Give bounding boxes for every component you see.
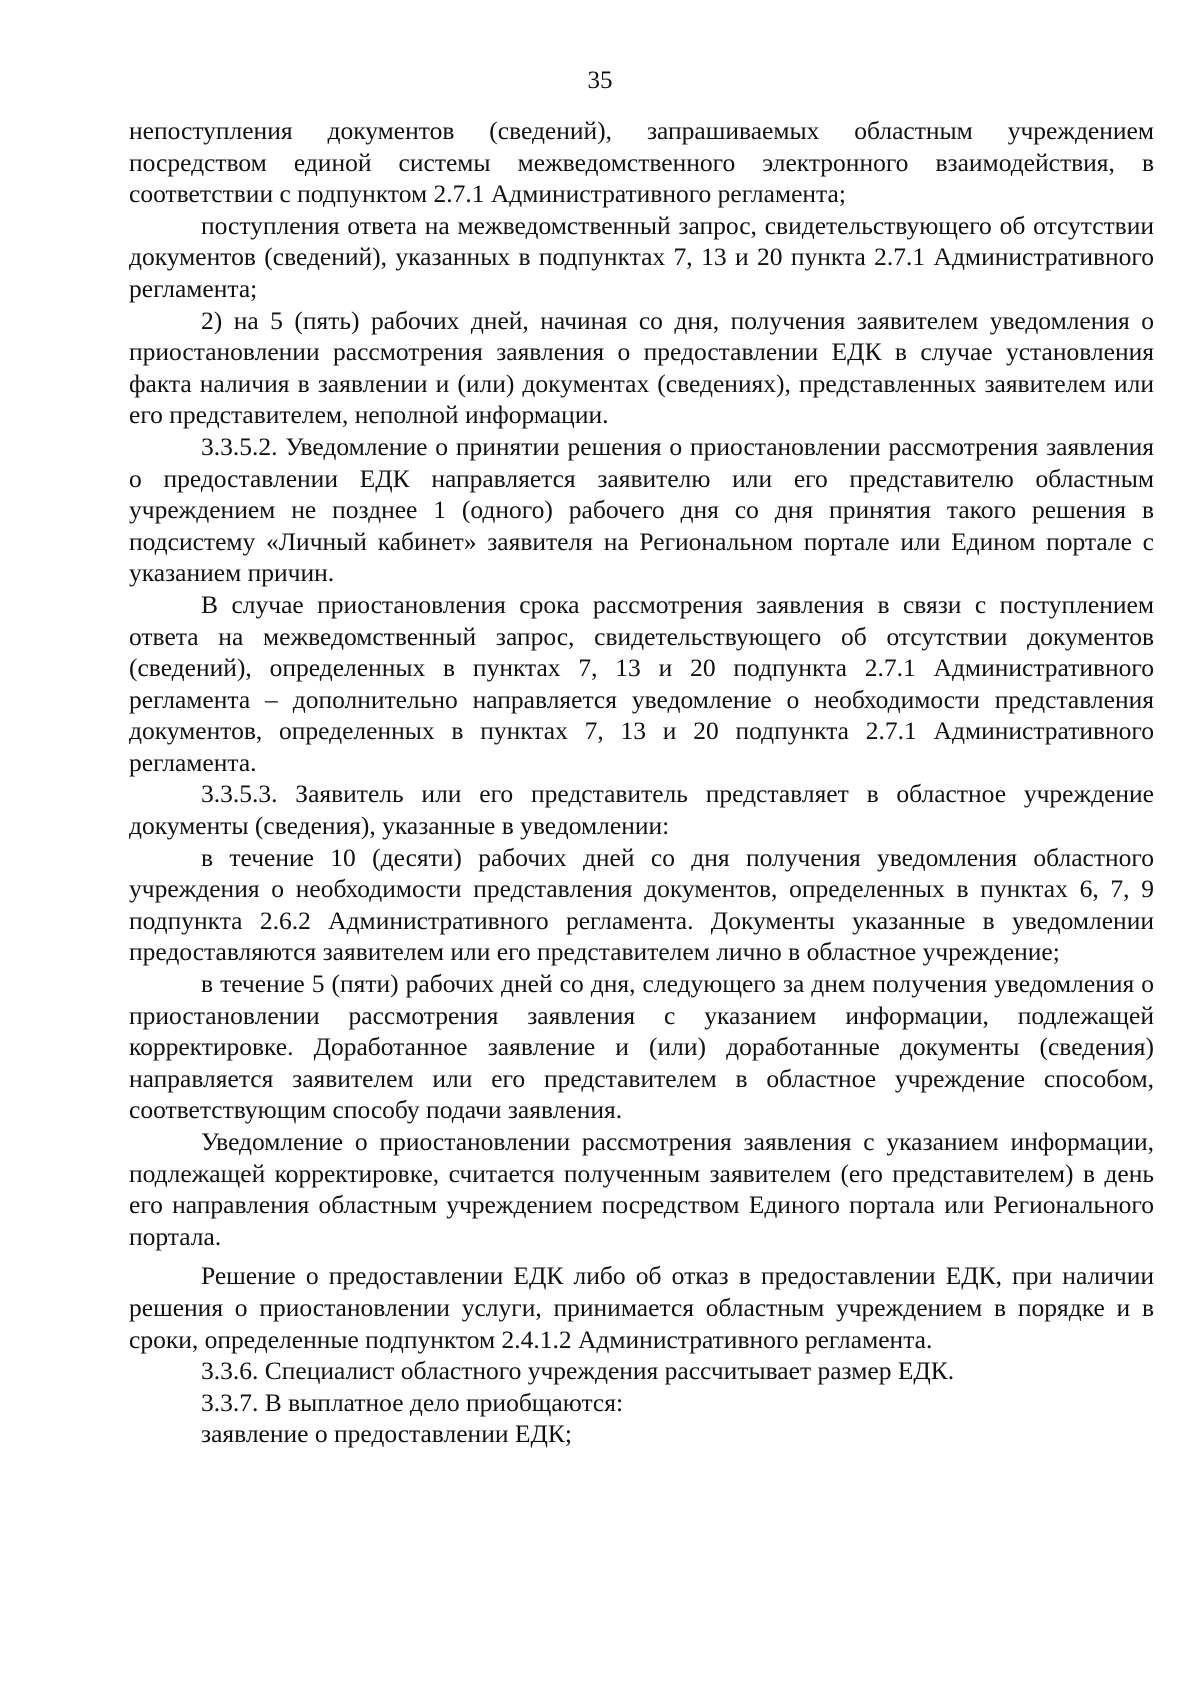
paragraph-five-days: в течение 5 (пяти) рабочих дней со дня, следующего за днем получения уведомления о приостановлении рассмотрения заявления с указанием информации, подлежащей корректировке. Доработанное заявление и (или) доработанные документы (сведения) направляется заявителем или его представителем в областное учреждение способом, соответствующим способу подачи заявления. [129, 969, 1154, 1125]
paragraph-continuation-nonreceipt: непоступления документов (сведений), запрашиваемых областным учреждением посредством единой системы межведомственного электронного взаимодействия, в соответствии с подпунктом 2.7.1 Административного регламента; [129, 116, 1154, 209]
paragraph-3-3-5-3: 3.3.5.3. Заявитель или его представитель представляет в областное учреждение документы (сведения), указанные в уведомлении: [129, 779, 1154, 841]
paragraph-notification-received: Уведомление о приостановлении рассмотрения заявления с указанием информации, подлежащей корректировке, считается полученным заявителем (его представителем) в день его направления областным учреждением посредством Единого портала или Регионального портала. [129, 1127, 1154, 1251]
paragraph-3-3-5-2: 3.3.5.2. Уведомление о принятии решения о приостановлении рассмотрения заявления о предоставлении ЕДК направляется заявителю или его представителю областным учреждением не позднее 1 (одного) рабочего дня со дня принятия такого решения в подсистему «Личный кабинет» заявителя на Региональном портале или Едином портале с указанием причин. [129, 431, 1154, 588]
paragraph-suspension-case: В случае приостановления срока рассмотрения заявления в связи с поступлением ответа на межведомственный запрос, свидетельствующего об отсутствии документов (сведений), определенных в пунктах 7, 13 и 20 подпункта 2.7.1 Административного регламента – дополнительно направляется уведомление о необходимости представления документов, определенных в пунктах 7, 13 и 20 подпункта 2.7.1 Административного регламента. [129, 589, 1154, 777]
document-body [129, 115, 1154, 1450]
paragraph-ten-days: в течение 10 (десяти) рабочих дней со дня получения уведомления областного учреждения о необходимости представления документов, определенных в пунктах 6, 7, 9 подпункта 2.6.2 Административного регламента. Документы указанные в уведомлении предоставляются заявителем или его представителем лично в областное учреждение; [129, 842, 1154, 967]
paragraph-item-2-five-days: 2) на 5 (пять) рабочих дней, начиная со дня, получения заявителем уведомления о приостановлении рассмотрения заявления о предоставлении ЕДК в случае установления факта наличия в заявлении и (или) документах (сведениях), представленных заявителем или его представителем, неполной информации. [129, 305, 1154, 430]
paragraph-3-3-7: 3.3.7. В выплатное дело приобщаются: [201, 1387, 624, 1417]
paragraph-interagency-response: поступления ответа на межведомственный запрос, свидетельствующего об отсутствии документов (сведений), указанных в подпунктах 7, 13 и 20 пункта 2.7.1 Административного регламента; [129, 210, 1154, 303]
paragraph-decision: Решение о предоставлении ЕДК либо об отказ в предоставлении ЕДК, при наличии решения о приостановлении услуги, принимается областным учреждением в порядке и в сроки, определенные подпунктом 2.4.1.2 Административного регламента. [129, 1261, 1154, 1354]
page-number: 35 [587, 67, 613, 94]
paragraph-application-item: заявление о предоставлении ЕДК; [201, 1419, 572, 1449]
paragraph-3-3-6: 3.3.6. Специалист областного учреждения рассчитывает размер ЕДК. [201, 1356, 955, 1386]
